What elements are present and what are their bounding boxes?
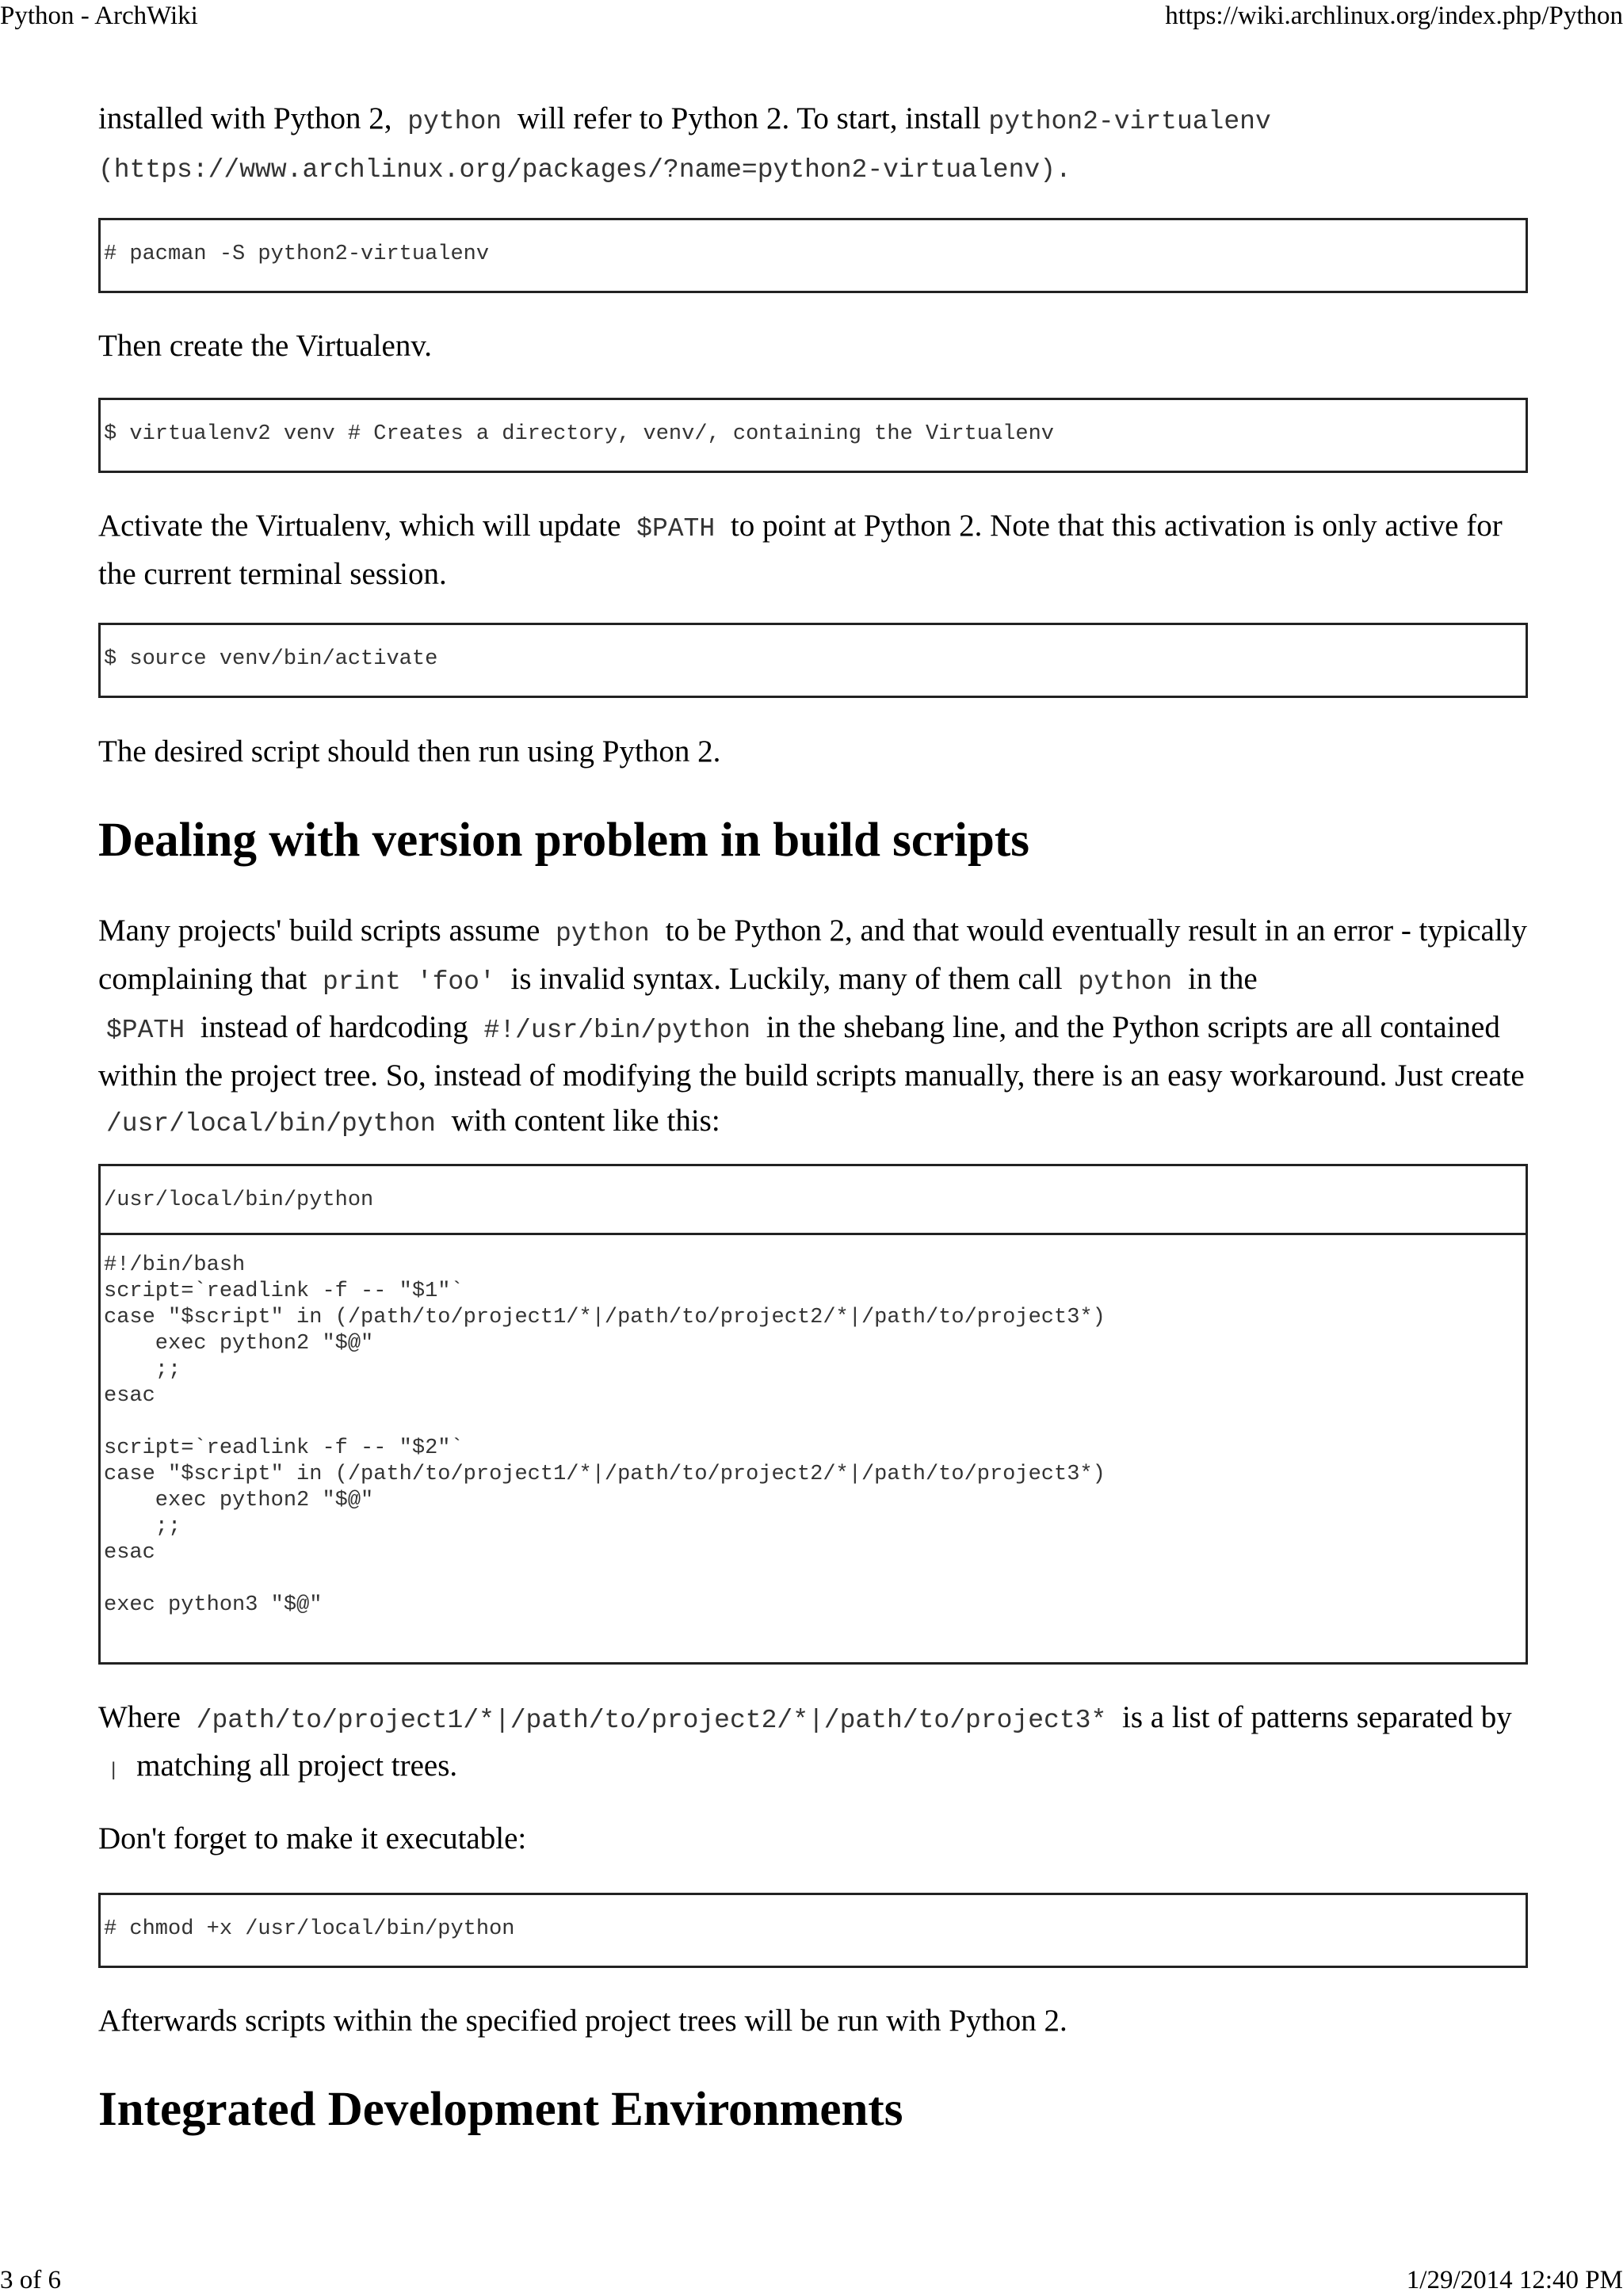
section-heading-ides: Integrated Development Environments	[98, 2083, 903, 2136]
paragraph-executable: Don't forget to make it executable:	[98, 1821, 527, 1855]
section-heading-build-scripts: Dealing with version problem in build scripts	[98, 814, 1029, 867]
paragraph-activate	[98, 503, 1525, 597]
text: with content like this:	[443, 1104, 720, 1138]
code-block-virtualenv	[98, 398, 1528, 473]
paragraph-desired-script: The desired script should then run using Python 2.	[98, 734, 721, 769]
text: installed with Python 2,	[98, 101, 400, 135]
page-header-url: https://wiki.archlinux.org/index.php/Python	[1165, 2, 1623, 30]
inline-code: print 'foo'	[322, 967, 495, 997]
text: Many projects' build scripts assume	[98, 913, 548, 948]
code-block-filename: /usr/local/bin/python	[104, 1188, 374, 1212]
inline-code: /usr/local/bin/python	[106, 1109, 436, 1138]
code-block-body	[101, 1235, 1526, 1619]
paragraph-build-scripts	[98, 908, 1533, 1146]
page-footer-page-number: 3 of 6	[0, 2266, 61, 2294]
text: to be Python 2, and that would eventually result in an error - typically complaining that	[98, 913, 1528, 996]
code-block-wrapper-script	[98, 1164, 1528, 1665]
inline-code: python	[1078, 967, 1173, 997]
paragraph-create-virtualenv: Then create the Virtualenv.	[98, 329, 433, 363]
text: in the shebang line, and the Python scripts are all contained within the project tree. So, instead of modifying the build scripts manually, there is an easy workaround. Just create	[98, 1010, 1525, 1093]
inline-code: #!/usr/bin/python	[483, 1016, 751, 1045]
text: to point at Python 2. Note that this activation is only active for the current terminal session.	[98, 509, 1503, 591]
text: instead of hardcoding	[193, 1010, 476, 1044]
code-block-activate	[98, 623, 1528, 698]
code-block-title-bar	[101, 1166, 1526, 1235]
text: Activate the Virtualenv, which will update	[98, 509, 629, 543]
text: in the	[1180, 962, 1258, 996]
inline-code: $PATH	[106, 1016, 185, 1045]
code-text: # chmod +x /usr/local/bin/python	[104, 1917, 515, 1941]
page-header-title: Python - ArchWiki	[0, 2, 198, 30]
page-footer-datetime: 1/29/2014 12:40 PM	[1406, 2266, 1623, 2294]
paragraph-install	[98, 96, 1525, 193]
package-url[interactable]: (https://www.archlinux.org/packages/?name=python2-virtualenv).	[98, 155, 1071, 185]
text: will refer to Python 2. To start, install	[510, 101, 989, 135]
text: matching all project trees.	[128, 1749, 458, 1783]
inline-code-python: python	[407, 107, 502, 136]
text: is invalid syntax. Luckily, many of them call	[502, 962, 1071, 996]
paragraph-afterwards: Afterwards scripts within the specified project trees will be run with Python 2.	[98, 2004, 1067, 2038]
text: Where	[98, 1700, 189, 1734]
package-link[interactable]: python2-virtualenv	[988, 107, 1271, 136]
code-block-pacman	[98, 218, 1528, 293]
inline-code-patterns: /path/to/project1/*|/path/to/project2/*|/path/to/project3*	[196, 1706, 1107, 1735]
code-text: # pacman -S python2-virtualenv	[104, 242, 490, 266]
inline-code-path: $PATH	[636, 514, 716, 543]
inline-code: python	[556, 919, 650, 948]
code-block-chmod	[98, 1893, 1528, 1968]
text: is a list of patterns separated by	[1114, 1700, 1512, 1734]
code-text: $ source venv/bin/activate	[104, 647, 438, 671]
code-text: #!/bin/bash script=`readlink -f -- "$1"` case "$script" in (/path/to/project1/*|/path/to/project2/*|/path/to/project3*) exec python2 "$@" ;; esac script=`readlink -f -- "$2"` case "$script" in (/path/to/project1/*|/path/to/project2/*|/path/to/project3*) exec python2 "$@" ;; esac exec python3 "$@"	[104, 1253, 1106, 1617]
paragraph-where-patterns	[98, 1695, 1525, 1794]
inline-code-pipe: |	[108, 1760, 120, 1782]
code-text: $ virtualenv2 venv # Creates a directory, venv/, containing the Virtualenv	[104, 422, 1054, 446]
